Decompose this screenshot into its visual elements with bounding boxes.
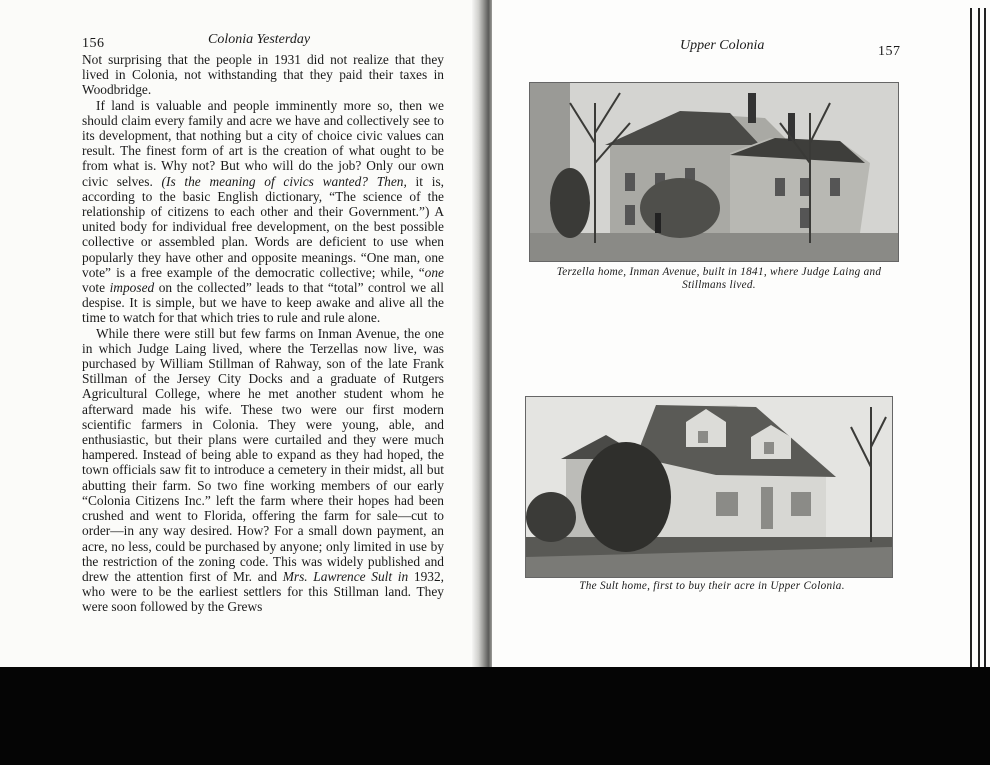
- running-title: Upper Colonia: [680, 38, 765, 53]
- paragraph: While there were still but few farms on Inman Avenue, the one in which Judge Laing lived, where the Terzellas now live, was purchased by William Stillman of Rahway, son of the late Frank Stillman of the Jersey City Docks and a graduate of Rutgers Agricultural College, where he met another student whom he afterward made his wife. These two were our first modern scientific farmers in Colonia. They were young, able, and enthusiastic, but their plans were curtailed and they were much hampered. Instead of being able to expand as they had hoped, the town officials saw fit to introduce a cemetery in their midst, all but abutting their farm. So two fine working members of our early “Colonia Citizens Inc.” left the farm where their hopes had been crushed and went to Florida, offering the farm for sale—cut to order—in any way desired. How? For a small down payment, an acre, no less, could be purchased by anyone; only limited in use by the restriction of the zoning code. This was widely published and drew the attention first of Mr. and Mrs. Lawrence Sult in 1932, who were to be the earliest settlers for this Stillman land. They were soon followed by the Grews: [82, 325, 445, 615]
- photo-caption: Terzella home, Inman Avenue, built in 1841, where Judge Laing and Stillmans lived.: [556, 266, 882, 291]
- page-stack-edge: [966, 8, 990, 667]
- left-page: [0, 0, 486, 667]
- right-page: [492, 0, 990, 667]
- body-text: [82, 52, 444, 615]
- house-photo-illustration: [530, 83, 898, 261]
- page-number: 156: [82, 36, 105, 51]
- running-title: Colonia Yesterday: [208, 32, 311, 47]
- scan-background: [0, 667, 990, 765]
- photo-caption: The Sult home, first to buy their acre in Upper Colonia.: [579, 580, 845, 592]
- page-number: 157: [878, 44, 901, 59]
- paragraph: Not surprising that the people in 1931 did not realize that they lived in Colonia, not withstanding that they paid their taxes in Woodbridge.: [82, 52, 444, 98]
- photo-terzella-home: [529, 82, 899, 262]
- paragraph: If land is valuable and people imminently more so, then we should claim every family and acre we have and collectively see to its development, that nothing but a city of choice civic values can result. The finest form of art is the creation of what ought to be from what is. Why not? But who will do the job? Only our own civic selves. (Is the meaning of civics wanted? Then, it is, according to the basic English dictionary, “The science of the relationship of citizens to each other and their Government.”) A united body for individual free development, on the best possible collective or assembled plan. Words are deficient to use when popularly they have other and opposite meanings. “One man, one vote” is a free example of the democratic collective; while, “one vote imposed on the collected” leads to that “total” control we all despise. It is simple, but we have to keep awake and alive all the time to watch for that which tries to rule and rule alone.: [82, 97, 444, 326]
- photo-sult-home: [525, 396, 893, 578]
- house-photo-illustration: [526, 397, 892, 577]
- book-gutter: [472, 0, 494, 667]
